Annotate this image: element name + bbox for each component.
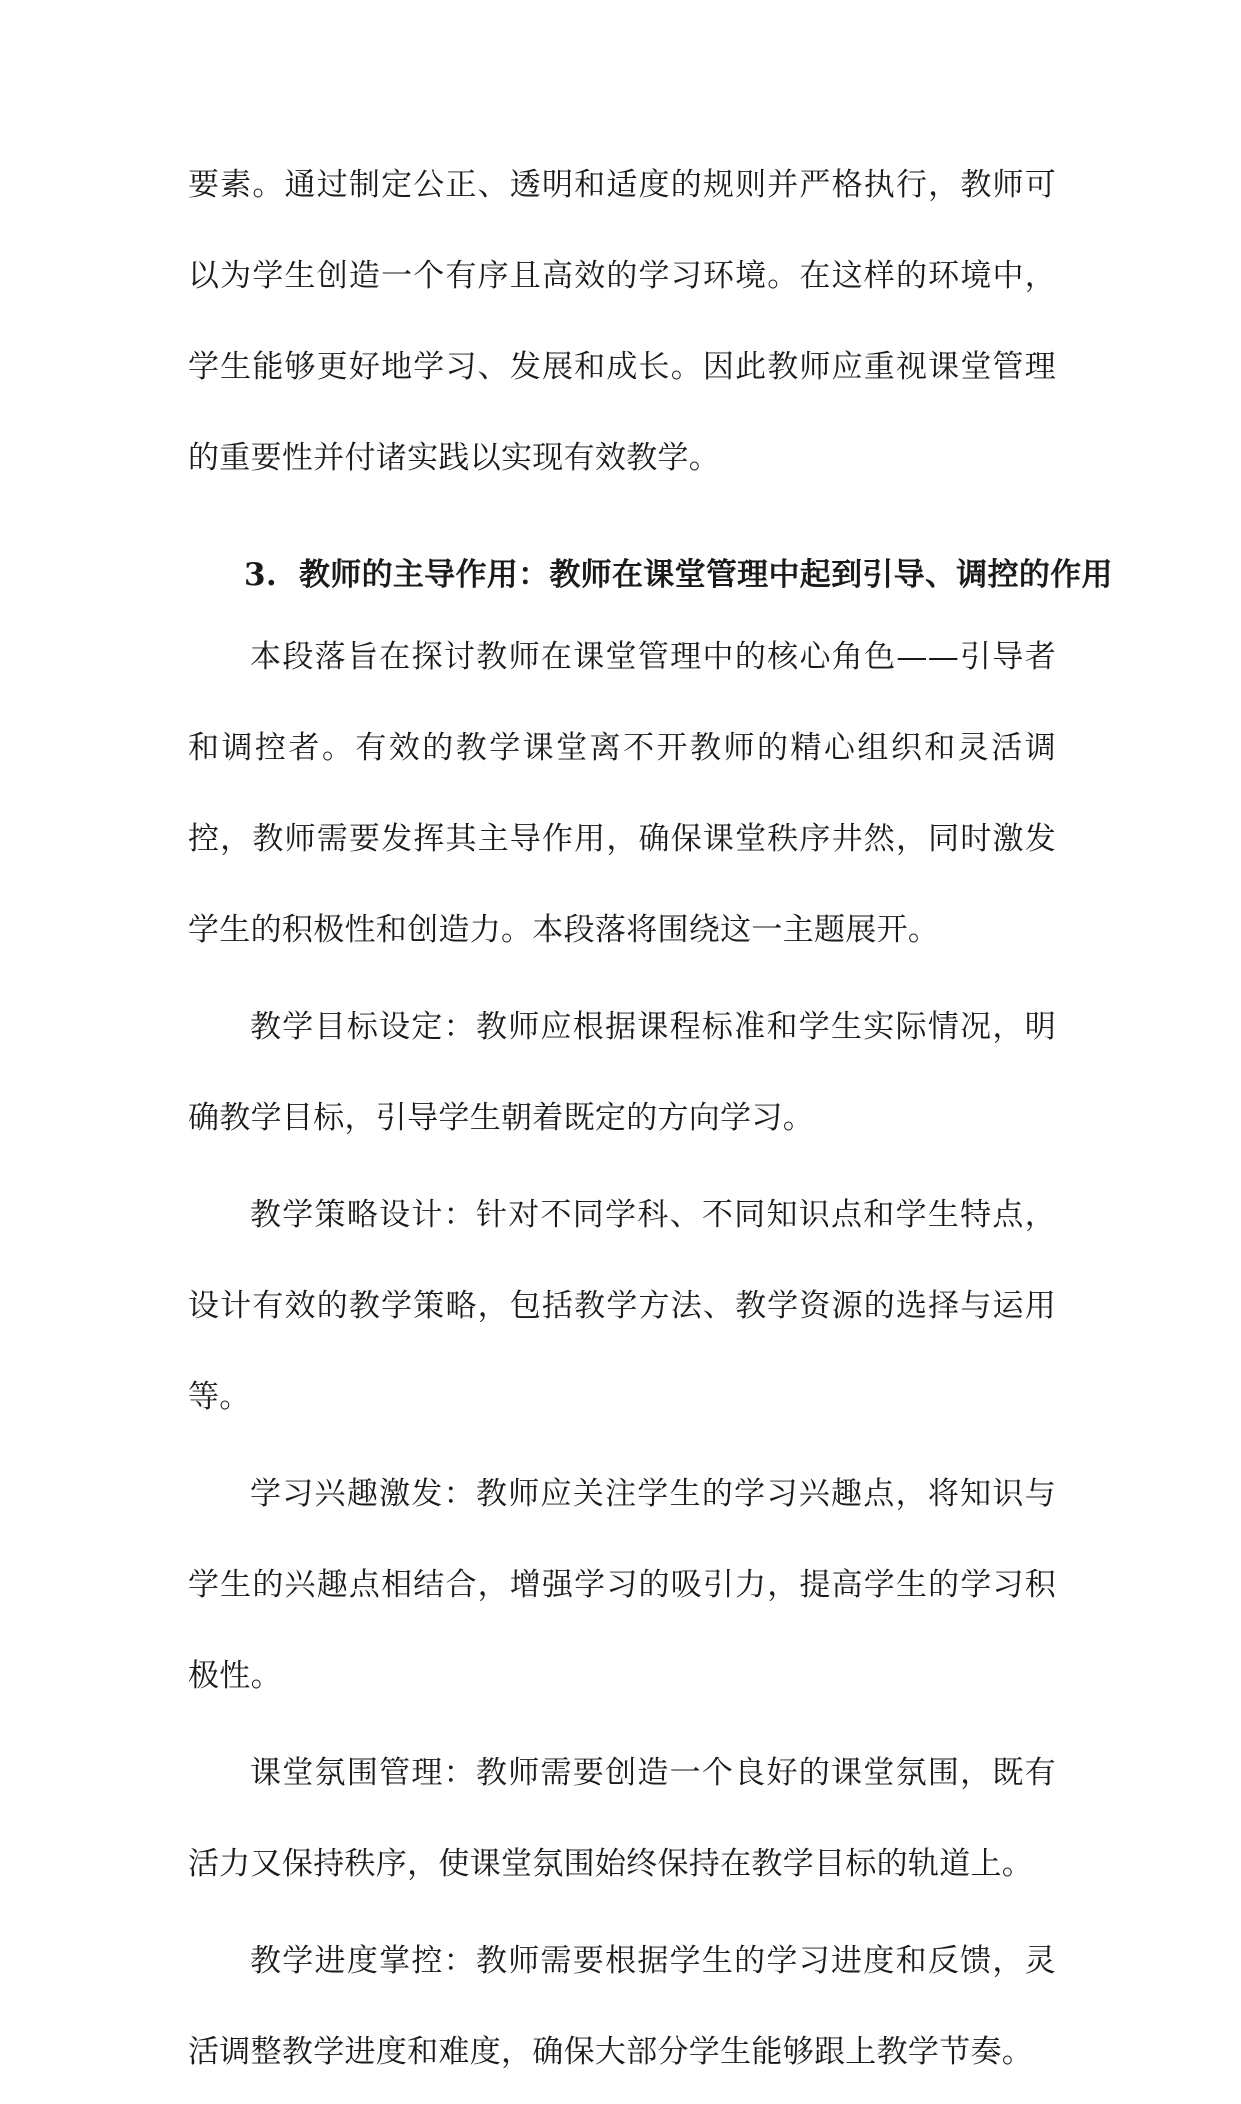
paragraph-goal-setting: 教学目标设定：教师应根据课程标准和学生实际情况，明确教学目标，引导学生朝着既定的方向学习。	[188, 1009, 1056, 1136]
paragraph-overview: 本段落旨在探讨教师在课堂管理中的核心角色——引导者和调控者。有效的教学课堂离不开教师的精心组织和灵活调控，教师需要发挥其主导作用，确保课堂秩序井然，同时激发学生的积极性和创造力。本段落将围绕这一主题展开。	[188, 639, 1056, 948]
section-number: 3.	[244, 557, 277, 593]
document-body	[188, 140, 1113, 2104]
intro-paragraph: 要素。通过制定公正、透明和适度的规则并严格执行，教师可以为学生创造一个有序且高效的学习环境。在这样的环境中，学生能够更好地学习、发展和成长。因此教师应重视课堂管理的重要性并付诸实践以实现有效教学。	[188, 167, 1056, 476]
section-title: 教师的主导作用：教师在课堂管理中起到引导、调控的作用	[298, 557, 1113, 593]
paragraph-strategy-design: 教学策略设计：针对不同学科、不同知识点和学生特点，设计有效的教学策略，包括教学方法、教学资源的选择与运用等。	[188, 1197, 1056, 1415]
paragraph-interest-stimulation: 学习兴趣激发：教师应关注学生的学习兴趣点，将知识与学生的兴趣点相结合，增强学习的吸引力，提高学生的学习积极性。	[188, 1476, 1056, 1694]
paragraph-progress-control: 教学进度掌控：教师需要根据学生的学习进度和反馈，灵活调整教学进度和难度，确保大部分学生能够跟上教学节奏。	[188, 1943, 1056, 2070]
paragraph-atmosphere-management: 课堂氛围管理：教师需要创造一个良好的课堂氛围，既有活力又保持秩序，使课堂氛围始终保持在教学目标的轨道上。	[188, 1755, 1056, 1882]
section-heading	[188, 532, 1113, 618]
